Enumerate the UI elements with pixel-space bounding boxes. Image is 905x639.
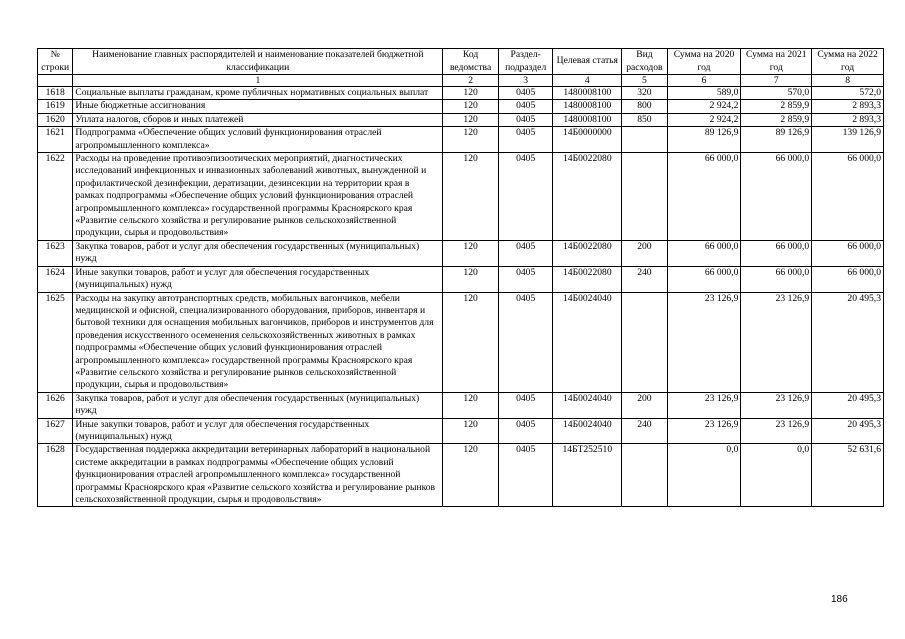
- sum-2022: 66 000,0: [812, 266, 884, 292]
- sum-2022: 20 495,3: [812, 392, 884, 418]
- sum-2020: 2 924,2: [667, 100, 741, 113]
- department-code: 120: [443, 418, 499, 444]
- row-name: Государственная поддержка аккредитации ветеринарных лабораторий в национальной системе аккредитации в рамках подпрограммы «Обеспечение общих условий функционирования отраслей агропромышленного комплекса» государственной программы Красноярского края «Развитие сельского хозяйства и регулирование рынков сельскохозяйственной продукции, сырья и продовольствия»: [73, 444, 443, 507]
- sum-2020: 2 924,2: [667, 113, 741, 126]
- table-row: [38, 418, 884, 444]
- row-number: 1618: [38, 87, 73, 100]
- row-name: Иные бюджетные ассигнования: [73, 100, 443, 113]
- department-code: 120: [443, 87, 499, 100]
- target-article: 14Б0000000: [553, 127, 622, 153]
- row-number: 1628: [38, 444, 73, 507]
- header-sum-2022: Сумма на 2022 год: [812, 49, 884, 75]
- section-code: 0405: [498, 100, 553, 113]
- section-code: 0405: [498, 444, 553, 507]
- row-name: Иные закупки товаров, работ и услуг для обеспечения государственных (муниципальных) нужд: [73, 418, 443, 444]
- sum-2021: 2 859,9: [741, 100, 812, 113]
- page-number: 186: [831, 594, 848, 605]
- header-sum-2021: Сумма на 2021 год: [741, 49, 812, 75]
- sum-2020: 89 126,9: [667, 127, 741, 153]
- sum-2020: 66 000,0: [667, 266, 741, 292]
- header-name: Наименование главных распорядителей и наименование показателей бюджетной классификации: [73, 49, 443, 75]
- section-code: 0405: [498, 113, 553, 126]
- section-code: 0405: [498, 292, 553, 392]
- section-code: 0405: [498, 153, 553, 241]
- expense-type: 240: [622, 266, 667, 292]
- expense-type: [622, 292, 667, 392]
- department-code: 120: [443, 266, 499, 292]
- row-name: Иные закупки товаров, работ и услуг для обеспечения государственных (муниципальных) нужд: [73, 266, 443, 292]
- row-name: Социальные выплаты гражданам, кроме публичных нормативных социальных выплат: [73, 87, 443, 100]
- sum-2020: 23 126,9: [667, 418, 741, 444]
- header-department-code: Код ведомства: [443, 49, 499, 75]
- sum-2021: 66 000,0: [741, 153, 812, 241]
- sum-2021: 89 126,9: [741, 127, 812, 153]
- table-row: [38, 127, 884, 153]
- sum-2022: 2 893,3: [812, 100, 884, 113]
- row-number: 1625: [38, 292, 73, 392]
- target-article: 14БТ252510: [553, 444, 622, 507]
- sum-2021: 66 000,0: [741, 266, 812, 292]
- sum-2020: 66 000,0: [667, 240, 741, 266]
- row-name: Расходы на проведение противоэпизоотических мероприятий, диагностических исследований инфекционных и инвазионных заболеваний животных, вынужденной и профилактической дезинфекции, дератизации, дезинсекции на территории края в рамках подпрограммы «Обеспечение общих условий функционирования отраслей агропромышленного комплекса» государственной программы Красноярского края «Развитие сельского хозяйства и регулирование рынков сельскохозяйственной продукции, сырья и продовольствия»: [73, 153, 443, 241]
- column-number: 6: [667, 75, 741, 87]
- sum-2021: 2 859,9: [741, 113, 812, 126]
- target-article: 14Б0022080: [553, 240, 622, 266]
- sum-2022: 66 000,0: [812, 153, 884, 241]
- department-code: 120: [443, 127, 499, 153]
- department-code: 120: [443, 392, 499, 418]
- sum-2020: 589,0: [667, 87, 741, 100]
- section-code: 0405: [498, 240, 553, 266]
- budget-table: [37, 48, 884, 507]
- expense-type: [622, 127, 667, 153]
- sum-2020: 23 126,9: [667, 292, 741, 392]
- row-number: 1620: [38, 113, 73, 126]
- department-code: 120: [443, 292, 499, 392]
- column-number: 4: [553, 75, 622, 87]
- table-row: [38, 240, 884, 266]
- table-row: [38, 266, 884, 292]
- target-article: 1480008100: [553, 113, 622, 126]
- section-code: 0405: [498, 127, 553, 153]
- table-row: [38, 153, 884, 241]
- column-number: 2: [443, 75, 499, 87]
- row-number: 1624: [38, 266, 73, 292]
- column-number: 7: [741, 75, 812, 87]
- expense-type: [622, 153, 667, 241]
- section-code: 0405: [498, 392, 553, 418]
- sum-2022: 20 495,3: [812, 418, 884, 444]
- table-row: [38, 444, 884, 507]
- row-number: 1623: [38, 240, 73, 266]
- sum-2021: 23 126,9: [741, 392, 812, 418]
- table-row: [38, 87, 884, 100]
- department-code: 120: [443, 444, 499, 507]
- header-expense-type: Вид расходов: [622, 49, 667, 75]
- target-article: 14Б0024040: [553, 418, 622, 444]
- sum-2021: 0,0: [741, 444, 812, 507]
- sum-2020: 66 000,0: [667, 153, 741, 241]
- row-number: 1621: [38, 127, 73, 153]
- row-name: Подпрограмма «Обеспечение общих условий функционирования отраслей агропромышленного комплекса»: [73, 127, 443, 153]
- section-code: 0405: [498, 418, 553, 444]
- sum-2022: 66 000,0: [812, 240, 884, 266]
- sum-2021: 23 126,9: [741, 292, 812, 392]
- row-name: Уплата налогов, сборов и иных платежей: [73, 113, 443, 126]
- table-row: [38, 100, 884, 113]
- sum-2021: 23 126,9: [741, 418, 812, 444]
- sum-2020: 23 126,9: [667, 392, 741, 418]
- table-row: [38, 392, 884, 418]
- section-code: 0405: [498, 87, 553, 100]
- header-target-article: Целевая статья: [553, 49, 622, 75]
- target-article: 14Б0024040: [553, 292, 622, 392]
- expense-type: 240: [622, 418, 667, 444]
- row-name: Расходы на закупку автотранспортных средств, мобильных вагончиков, мебели медицинской и офисной, специализированного оборудования, приборов, инвентаря и бытовой техники для оснащения мобильных вагончиков, приборов и инструментов для проведения искусственного осеменения сельскохозяйственных животных в рамках подпрограммы «Обеспечение общих условий функционирования отраслей агропромышленного комплекса» государственной программы Красноярского края «Развитие сельского хозяйства и регулирование рынков сельскохозяйственной продукции, сырья и продовольствия»: [73, 292, 443, 392]
- department-code: 120: [443, 113, 499, 126]
- column-number: 3: [498, 75, 553, 87]
- row-number: 1619: [38, 100, 73, 113]
- department-code: 120: [443, 100, 499, 113]
- column-number: [38, 75, 73, 87]
- expense-type: 850: [622, 113, 667, 126]
- table-row: [38, 113, 884, 126]
- header-section: Раздел-подраздел: [498, 49, 553, 75]
- target-article: 14Б0022080: [553, 266, 622, 292]
- department-code: 120: [443, 153, 499, 241]
- table-row: [38, 292, 884, 392]
- header-sum-2020: Сумма на 2020 год: [667, 49, 741, 75]
- row-name: Закупка товаров, работ и услуг для обеспечения государственных (муниципальных) нужд: [73, 240, 443, 266]
- expense-type: [622, 444, 667, 507]
- sum-2021: 66 000,0: [741, 240, 812, 266]
- column-number: 8: [812, 75, 884, 87]
- expense-type: 320: [622, 87, 667, 100]
- sum-2022: 572,0: [812, 87, 884, 100]
- sum-2022: 2 893,3: [812, 113, 884, 126]
- expense-type: 800: [622, 100, 667, 113]
- row-number: 1627: [38, 418, 73, 444]
- table-header-row: [38, 49, 884, 75]
- sum-2022: 139 126,9: [812, 127, 884, 153]
- column-numbers-row: [38, 75, 884, 87]
- column-number: 5: [622, 75, 667, 87]
- column-number: 1: [73, 75, 443, 87]
- target-article: 14Б0024040: [553, 392, 622, 418]
- row-number: 1626: [38, 392, 73, 418]
- target-article: 14Б0022080: [553, 153, 622, 241]
- sum-2022: 52 631,6: [812, 444, 884, 507]
- sum-2022: 20 495,3: [812, 292, 884, 392]
- section-code: 0405: [498, 266, 553, 292]
- department-code: 120: [443, 240, 499, 266]
- sum-2020: 0,0: [667, 444, 741, 507]
- expense-type: 200: [622, 240, 667, 266]
- sum-2021: 570,0: [741, 87, 812, 100]
- expense-type: 200: [622, 392, 667, 418]
- row-number: 1622: [38, 153, 73, 241]
- header-row-number: № строки: [38, 49, 73, 75]
- target-article: 1480008100: [553, 87, 622, 100]
- row-name: Закупка товаров, работ и услуг для обеспечения государственных (муниципальных) нужд: [73, 392, 443, 418]
- target-article: 1480008100: [553, 100, 622, 113]
